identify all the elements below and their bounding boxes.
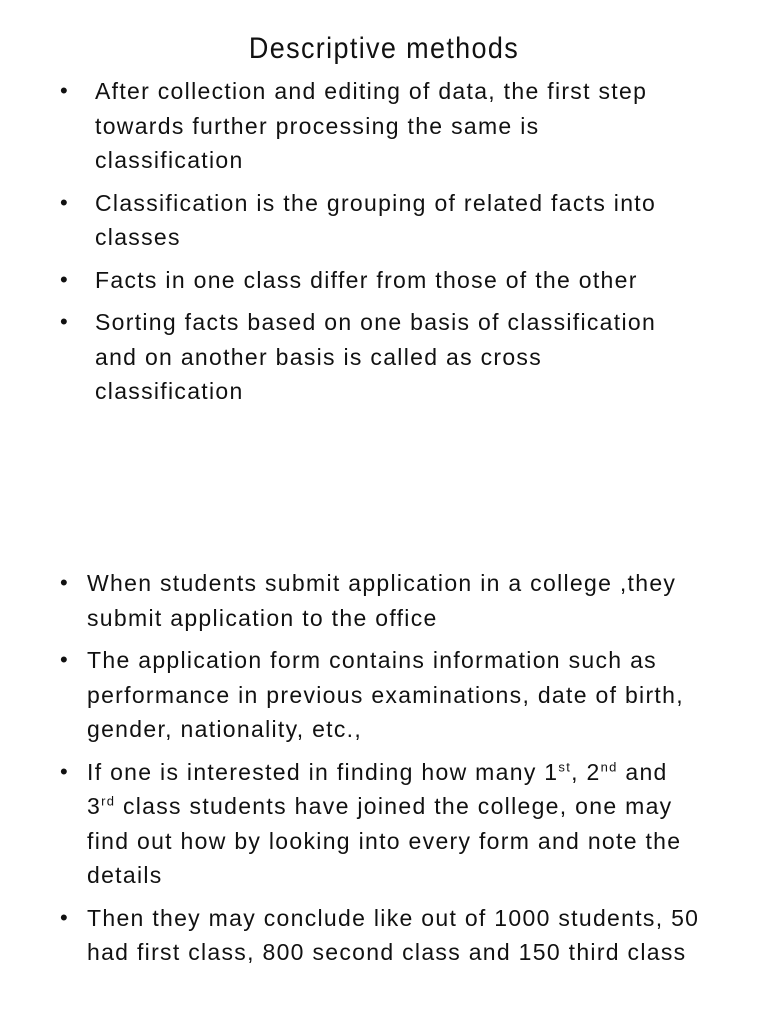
bullet-text: Facts in one class differ from those of the other [95, 266, 638, 293]
bullet-text: Sorting facts based on one basis of classification and on another basis is called as cross classification [95, 309, 657, 404]
ordinal-suffix: nd [600, 758, 618, 774]
bullet-text-mid: , 2 [571, 758, 601, 785]
list-item [0, 755, 703, 893]
bullet-icon: • [60, 309, 70, 334]
slide-application-example [0, 566, 768, 978]
bullet-text: The application form contains information such as performance in previous examinations, date of birth, gender, nationality, etc., [87, 647, 684, 742]
bullet-icon: • [60, 189, 70, 215]
list-item [0, 643, 703, 747]
bullet-icon: • [60, 570, 70, 595]
slide-title: Descriptive methods [248, 32, 520, 65]
list-item [0, 566, 703, 635]
bullet-icon: • [60, 266, 70, 292]
bullet-icon: • [60, 78, 70, 103]
ordinal-suffix: rd [101, 793, 116, 809]
list-item [0, 901, 703, 970]
bullet-text-tail: class students have joined the college, one may find out how by looking into every form and note the details [87, 793, 682, 888]
bullet-text: After collection and editing of data, the first step towards further processing the same is classification [95, 78, 648, 173]
slide-descriptive-methods [0, 26, 768, 417]
bullet-icon: • [60, 904, 70, 930]
list-item [0, 186, 695, 255]
bullet-text-mid: and 3 [87, 758, 668, 819]
bullet-text: Then they may conclude like out of 1000 students, 50 had first class, 800 second class and 150 third class [87, 904, 700, 965]
bullet-text: Classification is the grouping of related facts into classes [95, 189, 657, 250]
list-item [0, 263, 695, 298]
list-item [0, 305, 695, 409]
bullet-text-lead: If one is interested in finding how many 1 [87, 758, 559, 785]
ordinal-suffix: st [558, 758, 572, 774]
bullet-list [0, 566, 768, 970]
bullet-text: When students submit application in a college ,they submit application to the office [87, 570, 677, 631]
list-item [0, 74, 695, 178]
bullet-text [87, 759, 681, 889]
bullet-list [0, 74, 768, 409]
bullet-icon: • [60, 758, 70, 784]
bullet-icon: • [60, 647, 70, 672]
